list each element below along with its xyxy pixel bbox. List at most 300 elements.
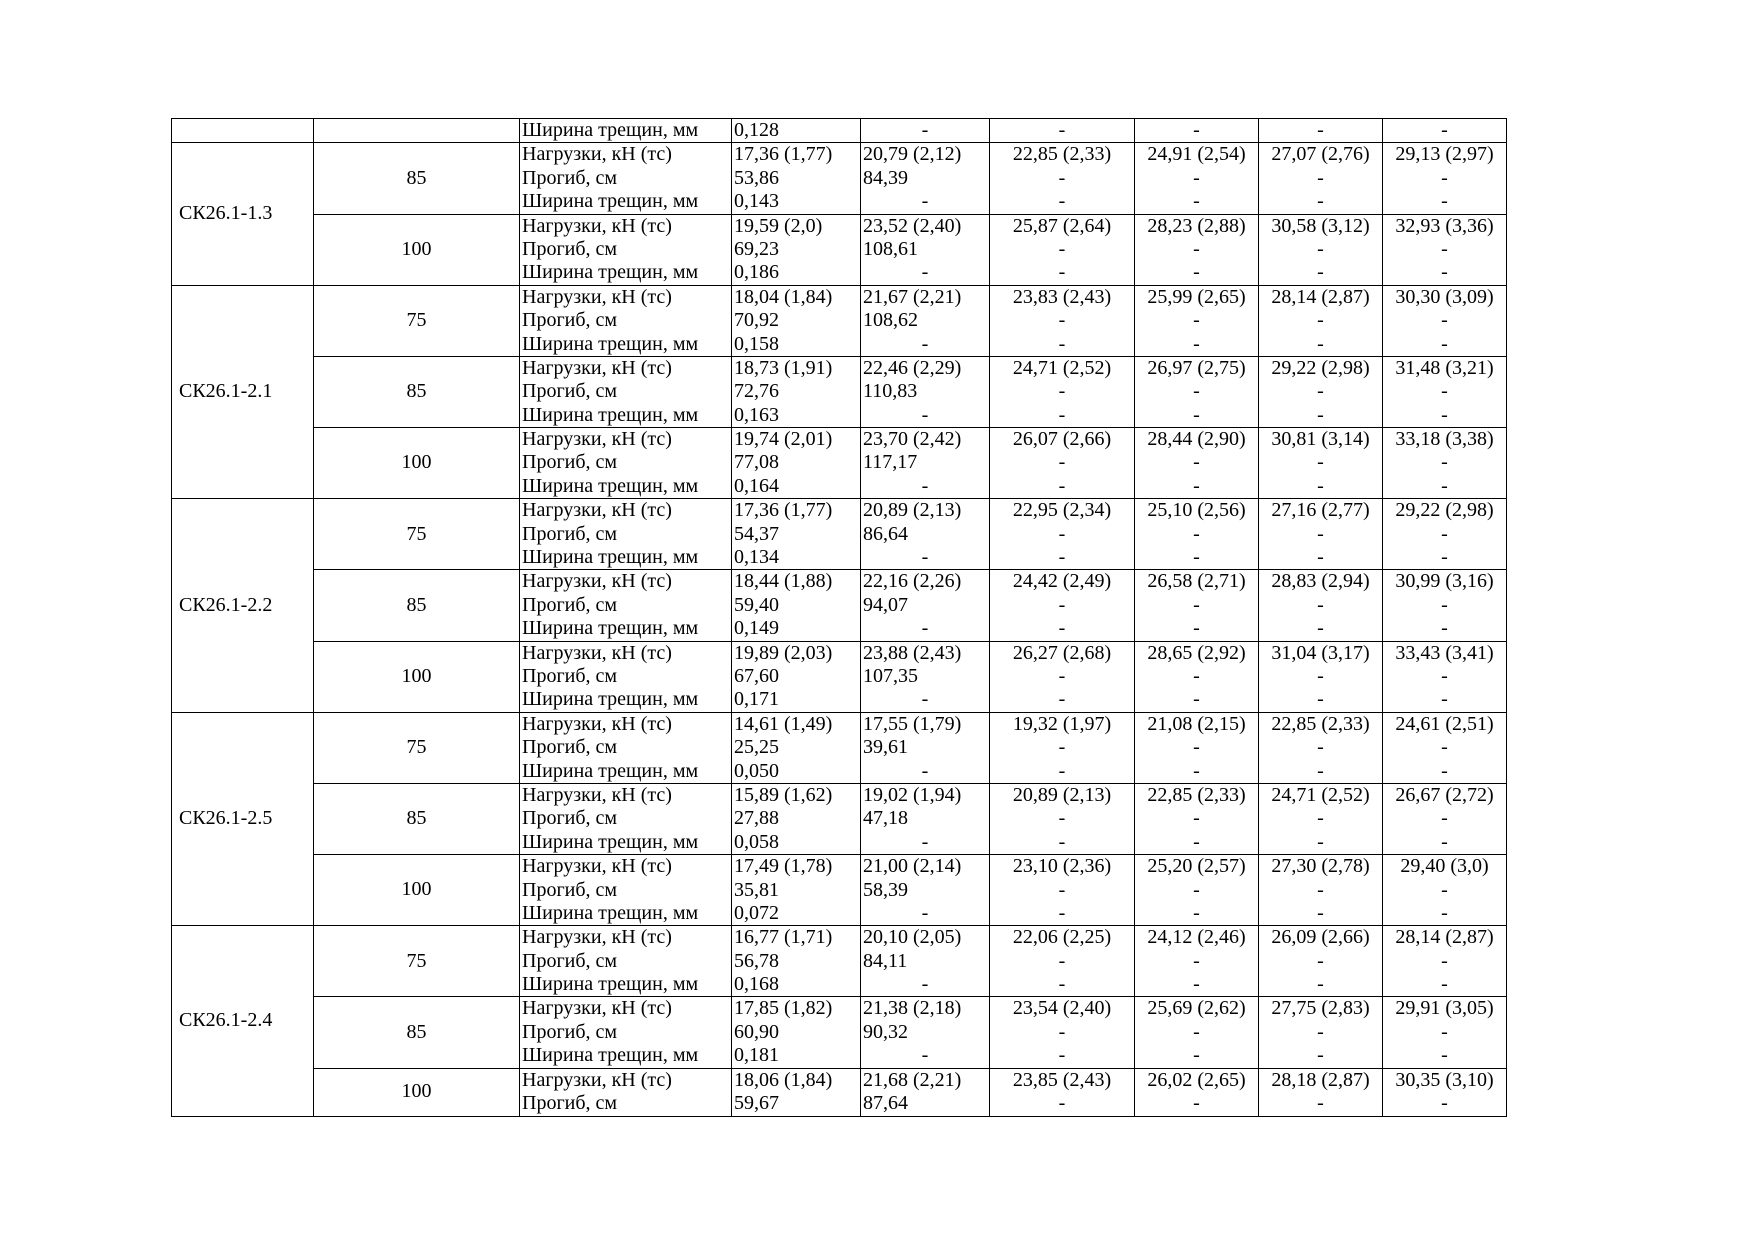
value: 30,30 (3,09) [1395,285,1494,308]
value: 29,40 (3,0) [1400,855,1489,878]
value: - [1317,664,1324,687]
value: 0,058 [734,830,779,853]
param-cell [520,926,732,997]
value-cell [732,997,861,1068]
value: - [1058,546,1066,569]
value: 17,85 (1,82) [734,997,833,1020]
span-cell: 100 [314,855,520,926]
value: 84,11 [863,949,908,972]
value: - [1193,474,1200,497]
value-cell [990,356,1135,427]
value-cell [990,997,1135,1068]
value: - [1058,807,1066,830]
table-row [172,428,1507,499]
value-cell [1383,997,1507,1068]
param-cell [520,428,732,499]
value: 0,149 [734,617,779,640]
value-cell [1135,285,1259,356]
value-cell [990,214,1135,285]
value: 0,181 [734,1044,779,1067]
value-cell [990,428,1135,499]
value-cell [990,855,1135,926]
value-cell [990,119,1135,143]
value: - [1441,688,1448,711]
value: - [921,190,929,213]
value-cell [1135,214,1259,285]
table-row [172,570,1507,641]
value: 0,143 [734,190,779,213]
param-label: Прогиб, см [522,237,618,260]
value: - [1441,1020,1448,1043]
value: - [1058,522,1066,545]
value: 17,49 (1,78) [734,855,833,878]
param-label: Нагрузки, кН (тс) [522,855,672,878]
value: 33,18 (3,38) [1395,428,1494,451]
value: - [1317,807,1324,830]
value: - [1193,878,1200,901]
value: - [1441,474,1448,497]
value-cell [861,356,990,427]
value-cell [1383,570,1507,641]
value: 24,71 (2,52) [1271,783,1370,806]
param-label: Ширина трещин, мм [522,332,699,355]
value: 29,22 (2,98) [1271,356,1370,379]
value: 19,74 (2,01) [734,428,833,451]
value: 72,76 [734,380,779,403]
value-cell [1135,1068,1259,1116]
value: 29,91 (3,05) [1395,997,1494,1020]
table-row [172,712,1507,783]
mark-cell: СК26.1-1.3 [172,143,314,285]
value-cell [861,428,990,499]
param-label: Нагрузки, кН (тс) [522,499,672,522]
value: - [1441,190,1448,213]
value-cell [990,499,1135,570]
param-label: Прогиб, см [522,878,618,901]
value: - [1317,546,1324,569]
param-label: Прогиб, см [522,451,618,474]
table-row [172,926,1507,997]
value: - [1317,973,1324,996]
value-cell [1383,499,1507,570]
value: 32,93 (3,36) [1395,214,1494,237]
value-cell [861,285,990,356]
value-cell [732,356,861,427]
value: 59,67 [734,1092,779,1115]
value-cell [990,570,1135,641]
value: - [1058,830,1066,853]
value: 18,44 (1,88) [734,570,833,593]
value-cell [732,641,861,712]
param-cell [520,712,732,783]
value-cell [990,712,1135,783]
value: 27,75 (2,83) [1271,997,1370,1020]
value-cell [861,1068,990,1116]
value-cell [861,570,990,641]
value-cell [861,926,990,997]
value: - [921,830,929,853]
value: - [1058,878,1066,901]
value: 30,81 (3,14) [1271,428,1370,451]
table-row [172,855,1507,926]
table-row [172,1068,1507,1116]
value: - [1441,403,1448,426]
param-label: Ширина трещин, мм [522,617,699,640]
value: - [1193,759,1200,782]
value-cell [1383,285,1507,356]
value-cell [1135,712,1259,783]
value: 22,95 (2,34) [1012,499,1112,522]
table-row [172,641,1507,712]
span-cell: 100 [314,1068,520,1116]
span-cell: 75 [314,499,520,570]
value: - [1441,451,1448,474]
param-label: Прогиб, см [522,522,618,545]
value-cell [1135,641,1259,712]
param-label: Прогиб, см [522,380,618,403]
value-cell [990,641,1135,712]
value: - [1193,451,1200,474]
value: - [1317,830,1324,853]
value: 84,39 [863,166,908,189]
value: 22,85 (2,33) [1147,783,1246,806]
span-cell: 85 [314,997,520,1068]
value: - [1193,403,1200,426]
value: - [921,474,929,497]
value: - [921,403,929,426]
param-label: Нагрузки, кН (тс) [522,143,672,166]
value: 60,90 [734,1020,779,1043]
param-label: Ширина трещин, мм [522,688,699,711]
value: - [1058,759,1066,782]
value: 0,134 [734,546,779,569]
value-cell [861,143,990,214]
value: 22,85 (2,33) [1012,143,1112,166]
span-cell: 75 [314,285,520,356]
value-cell [1383,855,1507,926]
value: - [1317,309,1324,332]
param-cell [520,783,732,854]
value: 22,46 (2,29) [863,356,962,379]
value: 21,68 (2,21) [863,1068,962,1091]
param-label: Ширина трещин, мм [522,1044,699,1067]
value: 24,61 (2,51) [1395,712,1494,735]
value: 22,85 (2,33) [1271,712,1370,735]
value: - [1193,1020,1200,1043]
value: 28,65 (2,92) [1147,641,1246,664]
value: 17,55 (1,79) [863,712,962,735]
value: - [1317,736,1324,759]
value: - [1441,546,1448,569]
value-cell [1259,499,1383,570]
param-cell [520,499,732,570]
value: 19,32 (1,97) [1012,712,1112,735]
value: - [1441,949,1448,972]
value: 23,52 (2,40) [863,214,962,237]
param-label: Прогиб, см [522,664,618,687]
value: 27,30 (2,78) [1271,855,1370,878]
value: - [1193,166,1200,189]
value: - [1317,166,1324,189]
param-label: Нагрузки, кН (тс) [522,997,672,1020]
value: 117,17 [863,451,918,474]
value: 77,08 [734,451,779,474]
param-label: Нагрузки, кН (тс) [522,712,672,735]
value: 110,83 [863,380,918,403]
value: - [1317,1020,1324,1043]
value-cell [1135,356,1259,427]
param-label: Нагрузки, кН (тс) [522,926,672,949]
value-cell [1135,783,1259,854]
table-row [172,285,1507,356]
value-cell [732,119,861,143]
value-cell [732,570,861,641]
value-cell [861,214,990,285]
value-cell [1135,499,1259,570]
value-cell [1383,356,1507,427]
value: 28,14 (2,87) [1395,926,1494,949]
value: - [1441,332,1448,355]
value-cell [1383,1068,1507,1116]
value: - [1058,332,1066,355]
value: - [921,759,929,782]
value: 22,06 (2,25) [1012,926,1112,949]
value: 21,67 (2,21) [863,285,962,308]
table-row [172,997,1507,1068]
param-label: Ширина трещин, мм [522,901,699,924]
value-cell [732,285,861,356]
param-label: Ширина трещин, мм [522,403,699,426]
value-cell [732,1068,861,1116]
value-cell [1135,926,1259,997]
value: 20,79 (2,12) [863,143,962,166]
value: - [921,901,929,924]
value: - [1058,901,1066,924]
param-label: Прогиб, см [522,166,618,189]
value: 25,69 (2,62) [1147,997,1246,1020]
table-row [172,214,1507,285]
value: 14,61 (1,49) [734,712,833,735]
param-label: Прогиб, см [522,309,618,332]
value: 26,97 (2,75) [1147,356,1246,379]
value-cell [1259,285,1383,356]
value: - [1441,309,1448,332]
value: - [1058,119,1066,141]
param-label: Прогиб, см [522,1092,618,1115]
value: - [1317,617,1324,640]
span-cell: 85 [314,143,520,214]
value: 70,92 [734,309,779,332]
value: - [1193,973,1200,996]
value-cell [1383,783,1507,854]
value-cell [990,926,1135,997]
value: - [1193,119,1200,141]
mark-cell: СК26.1-2.5 [172,712,314,926]
value-cell [1259,712,1383,783]
value: - [921,546,929,569]
value-cell [1135,855,1259,926]
value: - [1193,949,1200,972]
value: 0,158 [734,332,779,355]
value: - [1317,522,1324,545]
value: 31,48 (3,21) [1395,356,1494,379]
value: - [1441,261,1448,284]
value-cell [1383,143,1507,214]
mark-cell: СК26.1-2.4 [172,926,314,1116]
param-label: Ширина трещин, мм [522,973,699,996]
value: - [1441,973,1448,996]
value: - [1441,1044,1448,1067]
value: 20,89 (2,13) [1012,783,1112,806]
param-cell [520,143,732,214]
value: 26,27 (2,68) [1012,641,1112,664]
value: - [1058,474,1066,497]
value-cell [1383,428,1507,499]
value-cell [732,712,861,783]
value: 0,168 [734,973,779,996]
value: 54,37 [734,522,779,545]
value: - [1441,617,1448,640]
value: 0,050 [734,759,779,782]
value: 53,86 [734,166,779,189]
value: 25,99 (2,65) [1147,285,1246,308]
value: - [1441,664,1448,687]
value: 67,60 [734,664,779,687]
value: - [1441,119,1448,141]
value: - [1193,736,1200,759]
value-cell [1259,143,1383,214]
value: - [1441,1092,1448,1115]
span-cell: 100 [314,641,520,712]
value: - [1441,380,1448,403]
param-label: Ширина трещин, мм [522,261,699,284]
value: - [1317,332,1324,355]
value: 27,16 (2,77) [1271,499,1370,522]
param-cell [520,1068,732,1116]
span-cell: 75 [314,926,520,997]
value: - [1317,190,1324,213]
value-cell [1259,356,1383,427]
value: 26,07 (2,66) [1012,428,1112,451]
value: - [1058,380,1066,403]
value: 29,22 (2,98) [1395,499,1494,522]
value: 30,99 (3,16) [1395,570,1494,593]
param-cell [520,855,732,926]
param-label: Прогиб, см [522,1020,618,1043]
value: 21,00 (2,14) [863,855,962,878]
value: - [1058,736,1066,759]
value: 26,09 (2,66) [1271,926,1370,949]
value: - [1058,166,1066,189]
param-label: Ширина трещин, мм [522,759,699,782]
param-label: Нагрузки, кН (тс) [522,1068,672,1091]
value: - [1317,119,1324,141]
value: - [1193,332,1200,355]
value: - [1317,593,1324,616]
load-test-table [171,118,1507,1117]
param-label: Нагрузки, кН (тс) [522,570,672,593]
value: 69,23 [734,237,779,260]
table-row [172,119,1507,143]
value: 29,13 (2,97) [1395,143,1494,166]
param-cell [520,997,732,1068]
value-cell [1135,119,1259,143]
value: - [1317,759,1324,782]
param-label: Нагрузки, кН (тс) [522,285,672,308]
value-cell [1259,428,1383,499]
value: - [1441,522,1448,545]
value: 17,36 (1,77) [734,143,833,166]
value: 33,43 (3,41) [1395,641,1494,664]
value: 90,32 [863,1020,908,1043]
value-cell [732,926,861,997]
value: - [1317,688,1324,711]
value: - [921,688,929,711]
value: 27,07 (2,76) [1271,143,1370,166]
span-cell [314,119,520,143]
value: 17,36 (1,77) [734,499,833,522]
value: - [1058,593,1066,616]
value: - [1058,190,1066,213]
value: - [1193,261,1200,284]
value-cell [861,641,990,712]
value: 26,02 (2,65) [1147,1068,1246,1091]
value: 18,04 (1,84) [734,285,833,308]
value: 0,186 [734,261,779,284]
value: 23,85 (2,43) [1012,1068,1112,1091]
value-cell [990,783,1135,854]
value: 35,81 [734,878,779,901]
value: - [921,1044,929,1067]
value: 25,25 [734,736,779,759]
value: 86,64 [863,522,908,545]
span-cell: 85 [314,570,520,641]
value: - [1441,878,1448,901]
value: 23,70 (2,42) [863,428,962,451]
value: - [1058,403,1066,426]
value: - [1058,949,1066,972]
value: - [1317,1092,1324,1115]
value: - [1058,1044,1066,1067]
value: 39,61 [863,736,908,759]
value: 28,44 (2,90) [1147,428,1246,451]
value-cell [1383,214,1507,285]
value: - [1317,1044,1324,1067]
value: - [921,261,929,284]
value: - [1058,1020,1066,1043]
param-label: Нагрузки, кН (тс) [522,641,672,664]
value: 24,12 (2,46) [1147,926,1246,949]
value-cell [1259,855,1383,926]
value: - [1193,617,1200,640]
value: 16,77 (1,71) [734,926,833,949]
value: - [1193,190,1200,213]
value: 0,164 [734,474,779,497]
value: - [1193,901,1200,924]
value-cell [861,855,990,926]
table-row [172,783,1507,854]
value: - [1441,759,1448,782]
value: 28,83 (2,94) [1271,570,1370,593]
value-cell [861,712,990,783]
value: - [1441,237,1448,260]
value: 22,16 (2,26) [863,570,962,593]
value-cell [732,143,861,214]
table-row [172,356,1507,427]
value: 24,42 (2,49) [1012,570,1112,593]
value: - [1193,309,1200,332]
value: - [1317,901,1324,924]
